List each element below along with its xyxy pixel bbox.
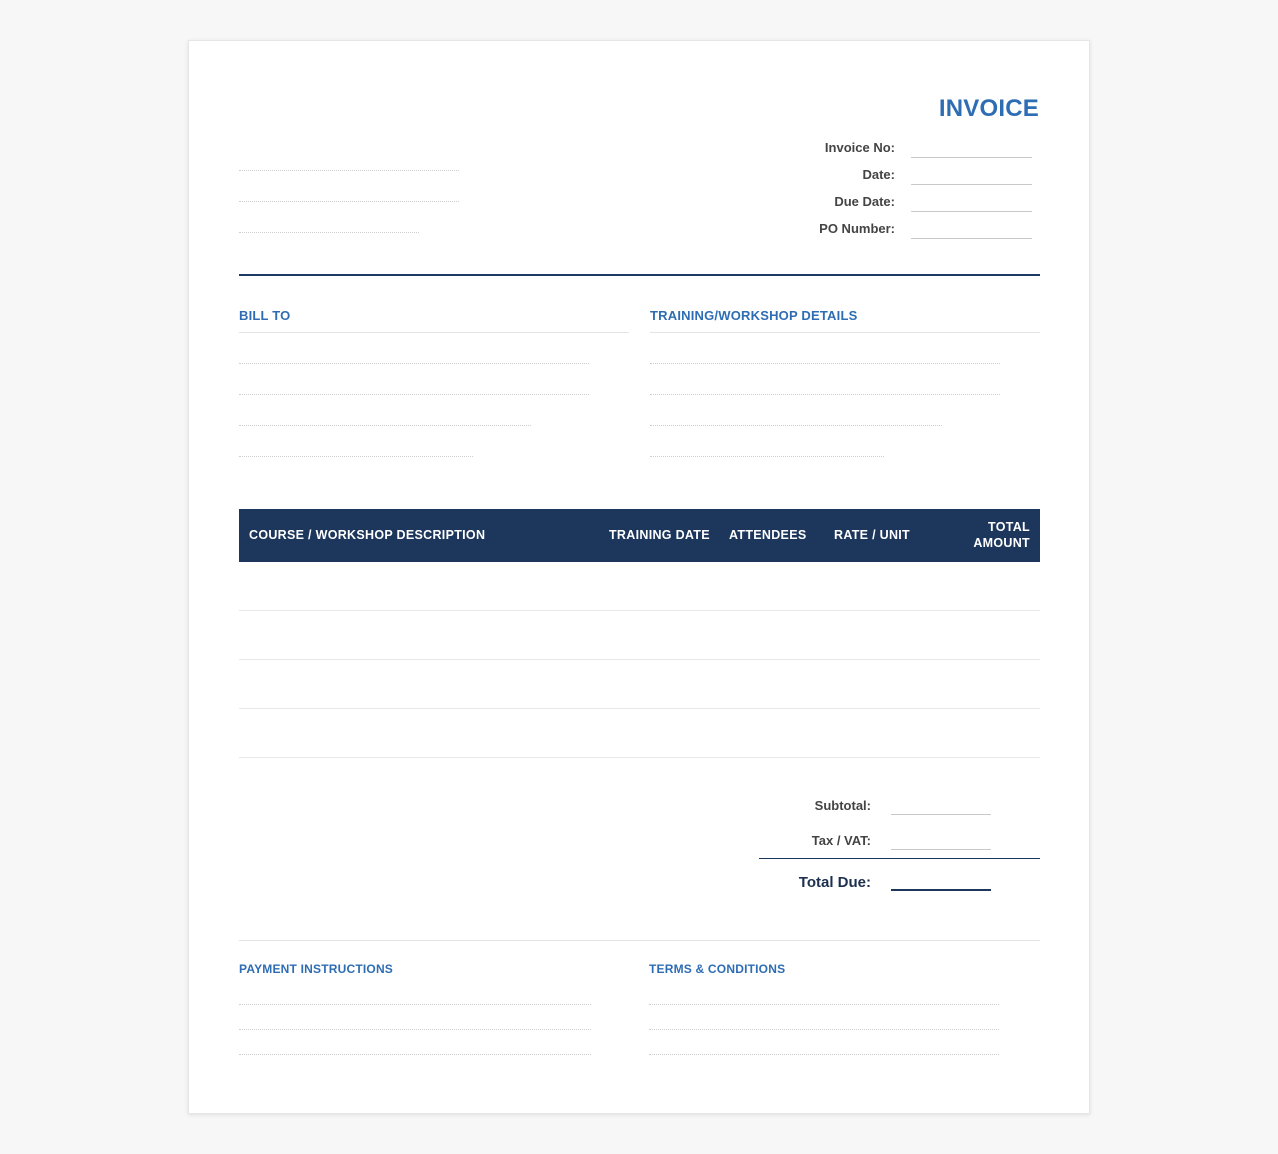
terms-line-2[interactable] — [649, 1029, 999, 1030]
invoice-no-field[interactable] — [911, 157, 1032, 158]
invoice-no-label: Invoice No: — [824, 140, 895, 155]
footer-divider — [239, 940, 1040, 941]
training-line-4[interactable] — [650, 456, 884, 457]
table-row[interactable] — [239, 708, 1040, 709]
terms-conditions-heading: TERMS & CONDITIONS — [649, 962, 786, 976]
col-rate-unit: RATE / UNIT — [834, 528, 910, 542]
total-due-field[interactable] — [891, 889, 991, 891]
po-number-label: PO Number: — [819, 221, 895, 236]
col-total-amount: TOTAL AMOUNT — [973, 520, 1030, 550]
table-row[interactable] — [239, 757, 1040, 758]
date-field[interactable] — [911, 184, 1032, 185]
bill-to-rule — [239, 332, 629, 333]
terms-line-1[interactable] — [649, 1004, 999, 1005]
col-attendees: ATTENDEES — [729, 528, 807, 542]
invoice-title: INVOICE — [938, 95, 1039, 122]
items-table-header — [239, 509, 1040, 562]
totals-divider — [759, 858, 1040, 859]
bill-to-line-3[interactable] — [239, 425, 531, 426]
company-line-3[interactable] — [239, 232, 419, 233]
payment-line-2[interactable] — [239, 1029, 591, 1030]
company-line-1[interactable] — [239, 170, 459, 171]
training-line-2[interactable] — [650, 394, 1000, 395]
training-line-3[interactable] — [650, 425, 942, 426]
subtotal-field[interactable] — [891, 814, 991, 815]
table-row[interactable] — [239, 610, 1040, 611]
payment-line-1[interactable] — [239, 1004, 591, 1005]
subtotal-label: Subtotal: — [814, 798, 871, 813]
date-label: Date: — [862, 167, 895, 182]
bill-to-line-2[interactable] — [239, 394, 589, 395]
tax-field[interactable] — [891, 849, 991, 850]
company-line-2[interactable] — [239, 201, 459, 202]
due-date-label: Due Date: — [834, 194, 895, 209]
header-divider — [239, 274, 1040, 276]
due-date-field[interactable] — [911, 211, 1032, 212]
bill-to-heading: BILL TO — [239, 308, 291, 323]
payment-line-3[interactable] — [239, 1054, 591, 1055]
terms-line-3[interactable] — [649, 1054, 999, 1055]
bill-to-line-4[interactable] — [239, 456, 473, 457]
training-details-heading: TRAINING/WORKSHOP DETAILS — [650, 308, 858, 323]
invoice-sheet — [188, 40, 1090, 1114]
payment-instructions-heading: PAYMENT INSTRUCTIONS — [239, 962, 394, 976]
tax-label: Tax / VAT: — [811, 833, 871, 848]
bill-to-line-1[interactable] — [239, 363, 589, 364]
training-line-1[interactable] — [650, 363, 1000, 364]
col-training-date: TRAINING DATE — [609, 528, 710, 542]
col-description: COURSE / WORKSHOP DESCRIPTION — [249, 528, 486, 542]
training-details-rule — [650, 332, 1040, 333]
table-row[interactable] — [239, 659, 1040, 660]
po-number-field[interactable] — [911, 238, 1032, 239]
total-due-label: Total Due: — [798, 874, 871, 891]
